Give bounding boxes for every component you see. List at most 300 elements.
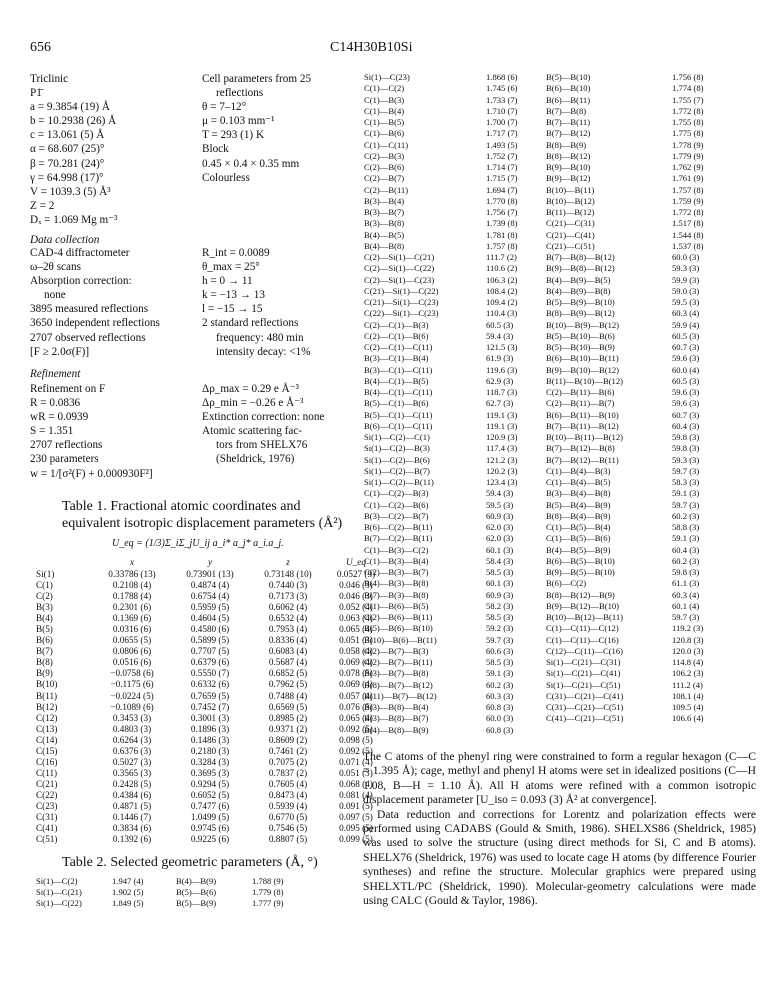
- geometry-row: [364, 196, 544, 207]
- text-line: Atomic scattering fac-: [202, 425, 303, 438]
- geometry-label: Si(1)—C(21)—C(31): [546, 657, 621, 667]
- geometry-value: 119.6 (3): [486, 364, 518, 375]
- geometry-column-2: [546, 72, 730, 725]
- geometry-label: C(21)—C(31): [546, 218, 595, 229]
- geometry-label: C(2)—Si(1)—C(23): [364, 274, 435, 285]
- table1-cell: Si(1): [36, 569, 55, 579]
- geometry-row: [546, 680, 730, 691]
- geometry-row: [546, 185, 730, 196]
- geometry-row: [546, 455, 730, 466]
- geometry-row: [546, 353, 730, 364]
- table1-cell: 0.6052 (5): [190, 789, 230, 800]
- geometry-row: [546, 207, 730, 218]
- geometry-label: C(1)—C(2): [364, 83, 405, 94]
- data-collection-left: [30, 246, 200, 359]
- table1-header-cell: x: [129, 557, 135, 567]
- table1-cell: 0.6754 (4): [190, 591, 230, 602]
- geometry-label: B(11)—B(10)—B(12): [546, 375, 624, 386]
- geometry-label: C(21)—C(41): [546, 229, 595, 240]
- geometry-row: [546, 668, 730, 679]
- geometry-value: 59.7 (3): [672, 465, 700, 476]
- geometry-row: [364, 275, 544, 286]
- geometry-row: [364, 308, 544, 319]
- geometry-row: [546, 173, 730, 184]
- geometry-label: B(8)—B(4)—B(9): [546, 510, 611, 521]
- geometry-row: [364, 725, 544, 736]
- geometry-value: 108.1 (4): [672, 690, 704, 701]
- text-line: 2 standard reflections: [202, 317, 299, 330]
- geometry-value: 1.755 (8): [672, 117, 704, 127]
- geometry-value: 59.6 (3): [672, 387, 700, 397]
- geometry-row: [364, 578, 544, 589]
- geometry-label: B(7)—B(8)—B(12): [546, 252, 615, 262]
- geometry-label: C(12)—C(11)—C(16): [546, 645, 624, 656]
- table1-cell: 0.9225 (6): [190, 834, 230, 845]
- geometry-row: [546, 252, 730, 263]
- geometry-row: [364, 590, 544, 601]
- table1-cell: 0.7440 (3): [268, 580, 308, 591]
- table1-row: [36, 735, 386, 746]
- table1-cell: 0.0316 (6): [112, 624, 152, 635]
- data-collection-heading: Data collection: [30, 234, 100, 246]
- geometry-label: B(9)—B(12)—B(10): [546, 600, 620, 611]
- geometry-value: 59.1 (3): [672, 488, 700, 499]
- text-line: Z = 2: [30, 199, 55, 212]
- table1-row: [36, 834, 386, 845]
- geometry-label: C(2)—Si(1)—C(22): [364, 263, 435, 274]
- geometry-row: [546, 556, 730, 567]
- geometry-value: 59.0 (3): [672, 285, 700, 296]
- table2-row: [36, 887, 312, 898]
- geometry-label: B(6)—C(2): [546, 578, 587, 589]
- table1-cell: 0.6376 (3): [112, 745, 152, 756]
- table2-cell: Si(1)—C(22): [36, 898, 82, 908]
- geometry-row: [364, 691, 544, 702]
- table1-cell: B(6): [36, 635, 53, 646]
- geometry-label: C(1)—B(5)—B(4): [546, 522, 611, 532]
- table1-row: [36, 702, 386, 713]
- geometry-row: [546, 140, 730, 151]
- table2-row: [36, 898, 312, 909]
- table1-cell: 0.076 (5): [339, 701, 373, 712]
- table1-cell: 0.057 (4): [339, 690, 373, 701]
- geometry-value: 123.4 (3): [486, 477, 518, 487]
- text-line: wR = 0.0939: [30, 411, 89, 424]
- text-line: frequency: 480 min: [216, 331, 304, 344]
- table1-caption: Table 1. Fractional atomic coordinates and equivalent isotropic displacement parameters (Å²): [62, 499, 343, 531]
- geometry-row: [546, 331, 730, 342]
- geometry-value: 1.739 (8): [486, 218, 518, 229]
- geometry-label: C(2)—B(7): [364, 173, 405, 184]
- geometry-label: B(10)—B(9)—B(12): [546, 319, 620, 330]
- geometry-value: 1.694 (7): [486, 184, 518, 195]
- geometry-label: B(9)—B(10): [546, 162, 591, 172]
- text-line: h = 0 → 11: [202, 275, 253, 288]
- geometry-label: B(10)—B(12): [546, 195, 595, 206]
- table1-cell: C(23): [36, 800, 58, 811]
- geometry-value: 59.2 (3): [486, 623, 514, 634]
- geometry-row: [546, 83, 730, 94]
- geometry-label: B(8)—B(12)—B(9): [546, 589, 615, 600]
- geometry-label: C(1)—B(3)—B(4): [364, 555, 429, 566]
- geometry-row: [364, 376, 544, 387]
- table1-cell: 0.0516 (6): [112, 657, 152, 668]
- table1-row: [36, 657, 386, 668]
- table1-cell: 0.5959 (5): [190, 602, 230, 613]
- text-line: 0.45 × 0.4 × 0.35 mm: [202, 157, 300, 170]
- geometry-value: 61.1 (3): [672, 578, 700, 589]
- geometry-label: C(2)—Si(1)—C(21): [364, 252, 435, 262]
- geometry-label: C(31)—C(21)—C(51): [546, 702, 624, 712]
- table1-cell: 0.3001 (3): [190, 712, 230, 723]
- table1-row: [36, 812, 386, 823]
- geometry-row: [364, 128, 544, 139]
- table1-cell: 0.065 (4): [339, 712, 373, 723]
- geometry-row: [546, 365, 730, 376]
- geometry-label: Si(1)—C(2)—C(1): [364, 432, 430, 442]
- text-line: 3895 measured reflections: [30, 303, 149, 316]
- table1-cell: 0.3565 (3): [112, 767, 152, 778]
- table1-cell: −0.1175 (6): [110, 679, 154, 690]
- text-line: k = −13 → 13: [202, 289, 265, 302]
- text-line: Δρ_min = −0.26 e Å⁻³: [202, 397, 304, 410]
- geometry-label: C(2)—B(3): [364, 150, 405, 161]
- table1-cell: C(2): [36, 591, 53, 602]
- geometry-row: [546, 218, 730, 229]
- geometry-label: B(3)—B(8)—B(7): [364, 713, 429, 724]
- table1-cell: 0.069 (4): [339, 657, 373, 668]
- table1-cell: C(1): [36, 580, 53, 591]
- geometry-label: B(7)—B(8): [546, 105, 587, 116]
- table1-cell: 0.9294 (5): [190, 778, 230, 789]
- text-line: V = 1039.3 (5) Å³: [30, 185, 111, 198]
- geometry-label: B(6)—B(11)—B(10): [546, 409, 619, 420]
- text-paragraph-1: The C atoms of the phenyl ring were constrained to form a regular hexagon (C—C = 1.395 Å); cage, methyl and phenyl H atoms were set in idealized positions (C—H 1.08, B—H = 1.10 Å). All H atoms were refined with a common isotropic displacement parameter [U_iso = 0.093 (3) Å² at convergence].: [363, 750, 756, 807]
- table1-cell: 0.6083 (4): [268, 646, 308, 657]
- geometry-value: 1.733 (7): [486, 94, 518, 105]
- table1-row: [36, 668, 386, 679]
- geometry-label: C(1)—B(5): [364, 117, 405, 127]
- geometry-value: 59.9 (4): [672, 319, 700, 330]
- geometry-value: 60.0 (3): [486, 713, 514, 724]
- geometry-value: 59.5 (3): [486, 499, 514, 510]
- geometry-label: B(5)—B(10): [546, 72, 591, 82]
- geometry-label: B(3)—C(1)—B(4): [364, 353, 429, 364]
- geometry-value: 118.7 (3): [486, 387, 518, 397]
- text-line: Block: [202, 143, 229, 156]
- geometry-row: [364, 511, 544, 522]
- table1-cell: 0.7173 (3): [268, 591, 308, 602]
- geometry-label: C(22)—Si(1)—C(23): [364, 308, 439, 319]
- table1-row: [36, 591, 386, 602]
- geometry-row: [546, 635, 730, 646]
- text-line: Dₓ = 1.069 Mg m⁻³: [30, 213, 118, 226]
- geometry-label: B(6)—B(5)—B(10): [546, 555, 615, 566]
- geometry-label: C(41)—C(21)—C(51): [546, 713, 624, 724]
- table1-cell: B(7): [36, 646, 53, 657]
- text-line: 2707 observed reflections: [30, 331, 146, 344]
- table1: [36, 556, 386, 845]
- geometry-label: C(2)—B(3)—B(7): [364, 567, 429, 577]
- geometry-row: [546, 162, 730, 173]
- table1-cell: 0.6569 (5): [268, 701, 308, 712]
- geometry-value: 1.779 (9): [672, 150, 704, 161]
- geometry-row: [546, 95, 730, 106]
- geometry-row: [546, 263, 730, 274]
- table1-cell: 0.9371 (2): [268, 723, 308, 734]
- table1-cell: 0.1446 (7): [112, 812, 152, 823]
- geometry-value: 1.781 (8): [486, 229, 518, 240]
- table1-cell: 0.8807 (5): [268, 834, 308, 845]
- geometry-label: B(5)—B(9)—B(10): [546, 297, 615, 307]
- geometry-row: [364, 466, 544, 477]
- table1-cell: −0.0224 (5): [110, 690, 154, 701]
- table1-cell: 0.068 (4): [339, 778, 373, 789]
- geometry-row: [546, 646, 730, 657]
- table1-cell: B(5): [36, 624, 53, 635]
- text-line: [F ≥ 2.0σ(F)]: [30, 345, 90, 358]
- geometry-label: B(9)—B(8)—B(12): [546, 263, 615, 274]
- crystal-data-right: [202, 72, 352, 185]
- text-line: w = 1/[σ²(F) + 0.000930F²]: [30, 467, 153, 480]
- geometry-row: [364, 477, 544, 488]
- geometry-row: [546, 601, 730, 612]
- table1-cell: 0.065 (4): [339, 624, 373, 635]
- text-line: intensity decay: <1%: [216, 345, 311, 358]
- geometry-value: 59.3 (3): [672, 263, 700, 274]
- geometry-row: [546, 578, 730, 589]
- text-line: Extinction correction: none: [202, 411, 325, 424]
- table1-cell: 0.0655 (5): [112, 635, 152, 646]
- table1-cell: 0.4874 (4): [190, 580, 230, 591]
- geometry-row: [364, 286, 544, 297]
- table1-cell: 0.6264 (3): [112, 734, 152, 745]
- table1-cell: 0.5550 (7): [190, 668, 230, 679]
- table1-cell: B(10): [36, 679, 58, 690]
- table1-cell: 0.092 (5): [339, 723, 373, 734]
- table1-header-cell: [36, 556, 94, 569]
- geometry-label: C(1)—C(11)—C(16): [546, 634, 619, 645]
- geometry-value: 1.493 (5): [486, 139, 518, 150]
- crystal-data-left: [30, 72, 200, 227]
- table1-cell: 0.73901 (13): [186, 569, 234, 579]
- text-line: 2707 reflections: [30, 439, 103, 452]
- table1-cell: 0.1486 (3): [190, 734, 230, 745]
- geometry-row: [364, 702, 544, 713]
- geometry-row: [364, 522, 544, 533]
- table1-row: [36, 768, 386, 779]
- geometry-row: [546, 691, 730, 702]
- table1-cell: 0.078 (5): [339, 668, 373, 679]
- table1-cell: C(13): [36, 723, 58, 734]
- geometry-value: 60.3 (3): [486, 690, 514, 701]
- geometry-row: [364, 241, 544, 252]
- geometry-value: 1.755 (7): [672, 94, 704, 105]
- geometry-value: 60.9 (3): [486, 589, 514, 600]
- text-line: c = 13.061 (5) Å: [30, 129, 105, 142]
- geometry-value: 1.717 (7): [486, 128, 518, 139]
- geometry-label: Si(1)—C(2)—B(3): [364, 443, 430, 454]
- geometry-label: B(3)—C(2)—B(7): [364, 510, 429, 521]
- geometry-row: [546, 477, 730, 488]
- geometry-row: [546, 196, 730, 207]
- table2-cell: 1.849 (5): [112, 898, 144, 908]
- geometry-row: [364, 455, 544, 466]
- geometry-label: C(21)—Si(1)—C(23): [364, 297, 439, 307]
- geometry-value: 120.0 (3): [672, 645, 704, 656]
- geometry-label: C(1)—B(5)—B(6): [546, 533, 611, 544]
- geometry-value: 60.2 (3): [672, 555, 700, 566]
- text-line: a = 9.3854 (19) Å: [30, 101, 110, 114]
- text-line: b = 10.2938 (26) Å: [30, 115, 117, 128]
- table1-cell: 0.73148 (10): [264, 569, 312, 579]
- table1-cell: 0.097 (5): [339, 812, 373, 823]
- geometry-value: 60.4 (3): [672, 420, 700, 431]
- geometry-value: 60.7 (3): [672, 342, 700, 352]
- geometry-label: B(3)—B(8)—B(4): [364, 702, 429, 712]
- geometry-label: B(7)—B(12): [546, 128, 591, 139]
- table1-formula: U_eq = (1/3)Σ_iΣ_jU_ij a_i* a_j* a_i.a_j.: [112, 538, 284, 549]
- geometry-value: 59.1 (3): [672, 533, 700, 544]
- table1-cell: C(22): [36, 789, 58, 800]
- geometry-row: [364, 680, 544, 691]
- geometry-value: 60.4 (3): [672, 544, 700, 555]
- table2-cell: 1.902 (5): [112, 887, 144, 897]
- geometry-label: B(4)—B(3)—B(8): [364, 578, 429, 589]
- geometry-value: 1.745 (6): [486, 83, 518, 94]
- geometry-value: 59.7 (3): [672, 499, 700, 510]
- table1-cell: 0.5939 (4): [268, 800, 308, 811]
- table1-cell: 0.092 (5): [339, 745, 373, 756]
- geometry-label: B(7)—B(11): [546, 117, 591, 127]
- table2: [36, 876, 312, 909]
- geometry-label: B(8)—B(12): [546, 150, 591, 161]
- geometry-value: 59.5 (3): [672, 297, 700, 307]
- text-line: (Sheldrick, 1976): [216, 453, 295, 466]
- geometry-row: [364, 342, 544, 353]
- geometry-label: B(3)—B(7): [364, 207, 405, 217]
- geometry-value: 62.9 (3): [486, 375, 514, 386]
- table1-cell: 0.9745 (6): [190, 823, 230, 834]
- table1-cell: 0.052 (4): [339, 602, 373, 613]
- table2-cell: 1.777 (9): [252, 898, 284, 908]
- geometry-value: 59.8 (3): [672, 443, 700, 454]
- table1-cell: 0.1369 (6): [112, 613, 152, 624]
- geometry-label: B(7)—B(12)—B(11): [546, 454, 619, 465]
- table1-cell: 1.0499 (5): [190, 812, 230, 823]
- table1-cell: C(11): [36, 767, 58, 778]
- geometry-value: 60.2 (3): [672, 510, 700, 521]
- table1-cell: 0.063 (4): [339, 613, 373, 624]
- text-line: Cell parameters from 25: [202, 73, 312, 85]
- geometry-value: 1.775 (8): [672, 128, 704, 139]
- geometry-value: 1.715 (7): [486, 173, 518, 184]
- geometry-label: C(1)—C(2)—B(6): [364, 499, 429, 510]
- geometry-label: Si(1)—C(2)—B(7): [364, 465, 430, 476]
- table1-cell: 0.7962 (5): [268, 679, 308, 690]
- geometry-row: [546, 500, 730, 511]
- text-line: 3650 independent reflections: [30, 317, 160, 330]
- table1-cell: 0.7477 (6): [190, 800, 230, 811]
- geometry-label: B(6)—B(10): [546, 83, 591, 94]
- geometry-value: 119.2 (3): [672, 623, 704, 634]
- geometry-row: [364, 263, 544, 274]
- geometry-label: B(11)—B(12): [546, 207, 595, 217]
- geometry-row: [364, 646, 544, 657]
- geometry-value: 62.7 (3): [486, 398, 514, 409]
- geometry-label: Si(1)—C(21)—C(51): [546, 679, 621, 690]
- geometry-label: B(4)—C(1)—C(11): [364, 387, 433, 397]
- table1-cell: 0.7953 (4): [268, 624, 308, 635]
- geometry-label: B(4)—C(1)—B(5): [364, 375, 429, 386]
- geometry-row: [546, 128, 730, 139]
- geometry-value: 120.9 (3): [486, 432, 518, 442]
- geometry-row: [364, 106, 544, 117]
- table1-cell: 0.7488 (4): [268, 690, 308, 701]
- geometry-row: [546, 275, 730, 286]
- geometry-value: 1.772 (8): [672, 207, 704, 217]
- table1-row: [36, 613, 386, 624]
- geometry-row: [364, 601, 544, 612]
- geometry-value: 60.5 (3): [672, 375, 700, 386]
- geometry-label: B(6)—C(2)—B(11): [364, 522, 433, 532]
- table1-cell: C(12): [36, 712, 58, 723]
- text-line: β = 70.281 (24)°: [30, 157, 105, 170]
- geometry-value: 59.1 (3): [486, 668, 514, 679]
- geometry-value: 111.2 (4): [672, 679, 703, 690]
- geometry-row: [546, 320, 730, 331]
- geometry-label: C(1)—C(11)—C(12): [546, 623, 619, 634]
- geometry-value: 106.2 (3): [672, 668, 704, 679]
- geometry-label: B(10)—B(11)—B(12): [546, 432, 624, 442]
- table1-cell: 0.8473 (4): [268, 789, 308, 800]
- geometry-row: [364, 297, 544, 308]
- geometry-row: [546, 713, 730, 724]
- geometry-row: [364, 657, 544, 668]
- table1-cell: 0.3834 (6): [112, 823, 152, 834]
- table1-cell: C(51): [36, 834, 58, 845]
- geometry-label: C(2)—B(11)—B(6): [546, 387, 615, 397]
- table1-cell: 0.7452 (7): [190, 701, 230, 712]
- geometry-value: 62.0 (3): [486, 522, 514, 532]
- table2-cell: B(4)—B(9): [176, 876, 217, 886]
- geometry-row: [364, 162, 544, 173]
- geometry-row: [364, 140, 544, 151]
- geometry-row: [364, 443, 544, 454]
- table2-caption: Table 2. Selected geometric parameters (Å, °): [62, 855, 318, 870]
- text-line: Absorption correction:: [30, 275, 132, 288]
- geometry-row: [364, 207, 544, 218]
- geometry-label: C(1)—B(6)—B(5): [364, 600, 429, 611]
- geometry-value: 121.5 (3): [486, 342, 518, 352]
- geometry-label: B(8)—B(9)—B(12): [546, 308, 615, 319]
- table1-cell: 0.4871 (5): [112, 800, 152, 811]
- geometry-label: B(5)—B(10)—B(9): [546, 342, 615, 352]
- geometry-label: B(7)—B(12)—B(8): [546, 443, 615, 454]
- table1-cell: C(41): [36, 823, 58, 834]
- geometry-row: [546, 376, 730, 387]
- geometry-label: B(3)—B(8): [364, 218, 405, 229]
- geometry-value: 1.778 (9): [672, 139, 704, 150]
- table1-cell: 0.4604 (5): [190, 613, 230, 624]
- table1-cell: 0.2301 (6): [112, 602, 152, 613]
- table1-cell: C(14): [36, 734, 58, 745]
- geometry-value: 58.3 (3): [672, 477, 700, 487]
- table1-cell: 0.2108 (4): [112, 580, 152, 591]
- geometry-label: Si(1)—C(2)—B(6): [364, 454, 430, 465]
- table1-cell: 0.7837 (2): [268, 767, 308, 778]
- geometry-value: 1.710 (7): [486, 105, 518, 116]
